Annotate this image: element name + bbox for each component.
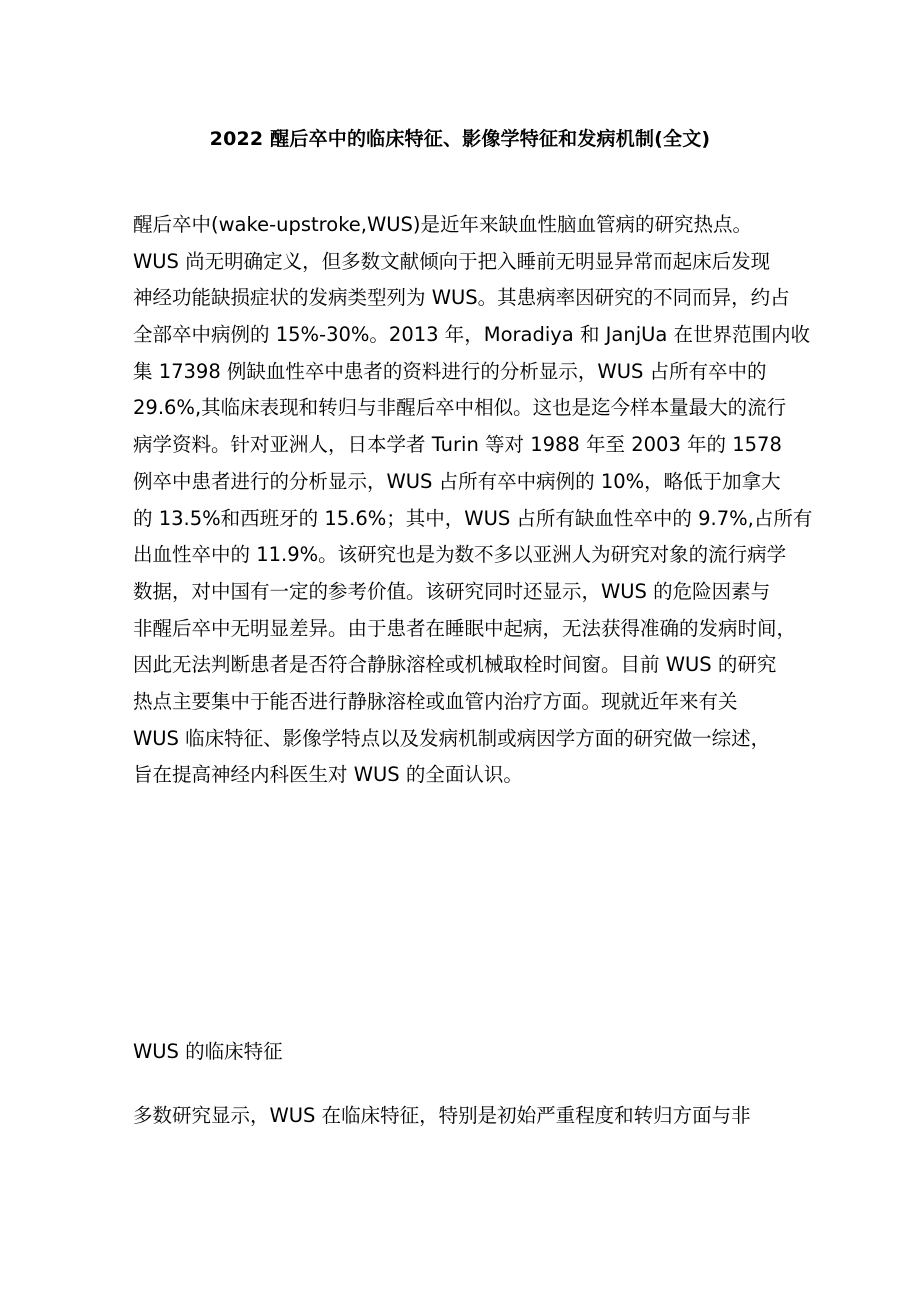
- paragraph-line: 病学资料。针对亚洲人，日本学者 Turin 等对 1988 年至 2003 年的 1578: [133, 433, 782, 457]
- paragraph-line: 旨在提高神经内科医生对 WUS 的全面认识。: [133, 763, 523, 787]
- paragraph-line: 的 13.5%和西班牙的 15.6%；其中，WUS 占所有缺血性卒中的 9.7%,占所有: [133, 506, 813, 530]
- paragraph-line: 全部卒中病例的 15%-30%。2013 年，Moradiya 和 JanjUa 在世界范围内收: [133, 323, 811, 347]
- paragraph-line: 数据，对中国有一定的参考价值。该研究同时还显示，WUS 的危险因素与: [133, 579, 771, 603]
- paragraph-line: 29.6%,其临床表现和转归与非醒后卒中相似。这也是迄今样本量最大的流行: [133, 396, 787, 420]
- intro-paragraph: [133, 207, 813, 794]
- document-title: 2022 醒后卒中的临床特征、影像学特征和发病机制(全文): [209, 128, 711, 150]
- paragraph-line: WUS 临床特征、影像学特点以及发病机制或病因学方面的研究做一综述，: [133, 726, 771, 750]
- paragraph-line: 集 17398 例缺血性卒中患者的资料进行的分析显示，WUS 占所有卒中的: [133, 359, 767, 383]
- paragraph-line: 多数研究显示，WUS 在临床特征，特别是初始严重程度和转归方面与非: [133, 1104, 751, 1127]
- paragraph-line: 醒后卒中(wake-upstroke,WUS)是近年来缺血性脑血管病的研究热点。: [133, 213, 753, 236]
- paragraph-line: 非醒后卒中无明显差异。由于患者在睡眠中起病，无法获得准确的发病时间，: [133, 616, 797, 640]
- section-heading: WUS 的临床特征: [133, 1040, 283, 1063]
- paragraph-line: 出血性卒中的 11.9%。该研究也是为数不多以亚洲人为研究对象的流行病学: [133, 543, 787, 567]
- section-paragraph: [133, 1098, 793, 1135]
- paragraph-line: 热点主要集中于能否进行静脉溶栓或血管内治疗方面。现就近年来有关: [133, 689, 738, 713]
- paragraph-line: 神经功能缺损症状的发病类型列为 WUS。其患病率因研究的不同而异，约占: [133, 286, 790, 310]
- paragraph-line: WUS 尚无明确定义，但多数文献倾向于把入睡前无明显异常而起床后发现: [133, 249, 771, 273]
- paragraph-line: 因此无法判断患者是否符合静脉溶栓或机械取栓时间窗。目前 WUS 的研究: [133, 653, 777, 677]
- paragraph-line: 例卒中患者进行的分析显示，WUS 占所有卒中病例的 10%，略低于加拿大: [133, 469, 781, 493]
